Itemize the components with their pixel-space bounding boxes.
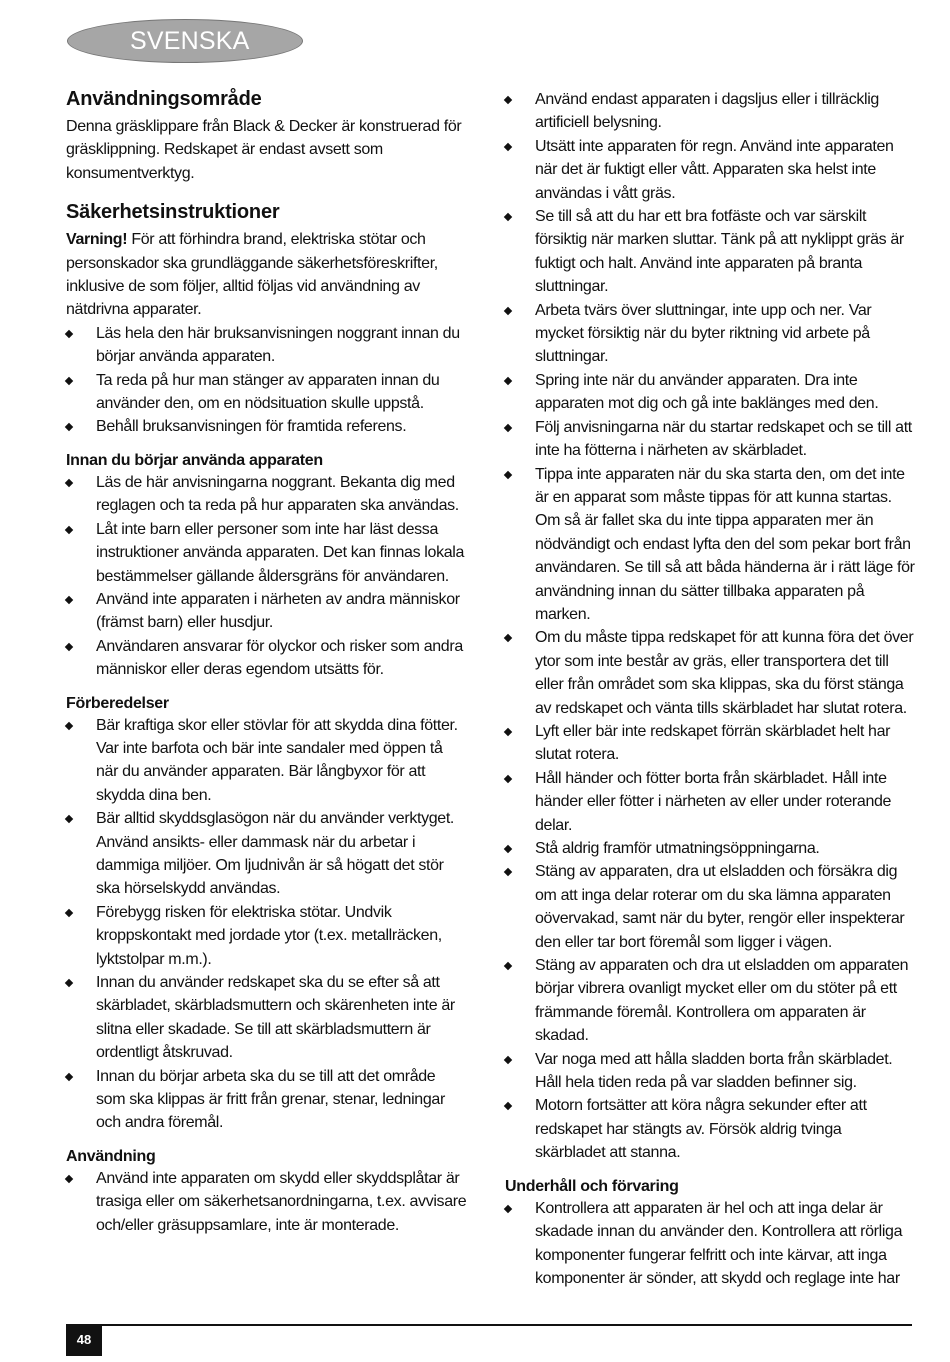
list-item: Håll händer och fötter borta från skärbladet. Håll inte händer eller fötter i närheten av eller under roterande delar.	[505, 767, 915, 837]
prep-list	[66, 714, 468, 1135]
left-column	[66, 88, 468, 1237]
bullet-icon	[504, 423, 512, 431]
warning-paragraph	[66, 228, 468, 322]
before-list	[66, 471, 468, 682]
bullet-icon	[65, 330, 73, 338]
list-item: Följ anvisningarna när du startar redskapet och se till att inte ha fötterna i närheten av skärbladet.	[505, 416, 915, 463]
prep-heading: Förberedelser	[66, 694, 169, 712]
list-item: Kontrollera att apparaten är hel och att inga delar är skadade innan du använder den. Kontrollera att rörliga komponenter fungerar felfritt och inte kärvar, att inga komponenter är sönder, att skydd och reglage inte har	[505, 1197, 915, 1291]
safety-list	[66, 322, 468, 439]
bullet-icon	[504, 1102, 512, 1110]
list-item: Använd inte apparaten i närheten av andra människor (främst barn) eller husdjur.	[66, 588, 468, 635]
usage-heading: Användningsområde	[66, 88, 262, 110]
list-item: Se till så att du har ett bra fotfäste och var särskilt försiktig när marken sluttar. Tänk på att nyklippt gräs är fuktigt och halt. Använd inte apparaten på branta sluttningar.	[505, 205, 915, 299]
list-item: Stäng av apparaten och dra ut elsladden om apparaten börjar vibrera ovanligt mycket eller om du stöter på ett främmande föremål. Kontrollera om apparaten är skadad.	[505, 954, 915, 1048]
bullet-icon	[65, 721, 73, 729]
list-item: Använd endast apparaten i dagsljus eller i tillräcklig artificiell belysning.	[505, 88, 915, 135]
bullet-icon	[65, 1175, 73, 1183]
bullet-icon	[504, 634, 512, 642]
list-item: Lyft eller bär inte redskapet förrän skärbladet helt har slutat rotera.	[505, 720, 915, 767]
bullet-icon	[504, 868, 512, 876]
bullet-icon	[504, 377, 512, 385]
list-item: Bär alltid skyddsglasögon när du använder verktyget. Använd ansikts- eller dammask när du arbetar i dammiga miljöer. Om ljudnivån är så högatt det stör ska hörselskydd användas.	[66, 807, 468, 901]
bullet-icon	[65, 479, 73, 487]
use-heading: Användning	[66, 1147, 156, 1165]
maintenance-list	[505, 1197, 915, 1291]
bullet-icon	[65, 642, 73, 650]
list-item: Spring inte när du använder apparaten. Dra inte apparaten mot dig och gå inte baklänges med den.	[505, 369, 915, 416]
list-item: Läs de här anvisningarna noggrant. Bekanta dig med reglagen och ta reda på hur apparaten ska användas.	[66, 471, 468, 518]
bullet-icon	[65, 376, 73, 384]
footer-rule	[66, 1324, 912, 1326]
safety-heading: Säkerhetsinstruktioner	[66, 201, 280, 224]
use-list-left	[66, 1167, 468, 1237]
bullet-icon	[504, 775, 512, 783]
bullet-icon	[504, 1204, 512, 1212]
bullet-icon	[504, 96, 512, 104]
language-label: SVENSKA	[130, 27, 250, 55]
bullet-icon	[65, 423, 73, 431]
right-column	[505, 88, 915, 1290]
before-heading: Innan du börjar använda apparaten	[66, 451, 323, 469]
list-item: Stäng av apparaten, dra ut elsladden och försäkra dig om att inga delar roterar om du ska lämna apparaten oövervakad, samt när du byter, rengör eller inspekterar den eller tar bort föremål som ligger i vägen.	[505, 860, 915, 954]
maintenance-heading: Underhåll och förvaring	[505, 1177, 679, 1195]
list-item: Stå aldrig framför utmatningsöppningarna.	[505, 837, 915, 860]
bullet-icon	[504, 728, 512, 736]
bullet-icon	[504, 213, 512, 221]
list-item: Läs hela den här bruksanvisningen noggrant innan du börjar använda apparaten.	[66, 322, 468, 369]
bullet-icon	[504, 470, 512, 478]
list-item: Förebygg risken för elektriska stötar. Undvik kroppskontakt med jordade ytor (t.ex. metallräcken, lyktstolpar m.m.).	[66, 901, 468, 971]
bullet-icon	[65, 979, 73, 987]
list-item: Motorn fortsätter att köra några sekunder efter att redskapet har stängts av. Försök aldrig tvinga skärbladet att stanna.	[505, 1094, 915, 1164]
page-number: 48	[66, 1324, 102, 1356]
usage-text: Denna gräsklippare från Black & Decker är konstruerad för gräsklippning. Redskapet är endast avsett som konsumentverktyg.	[66, 118, 462, 182]
list-item: Tippa inte apparaten när du ska starta den, om det inte är en apparat som måste tippas för att kunna startas. Om så är fallet ska du inte tippa apparaten mer än nödvändigt och endast lyfta den del som pekar bort från användaren. Se till så att båda händerna är i rätt läge för användning innan du sätter tillbaka apparaten på marken.	[505, 463, 915, 627]
list-item: Innan du använder redskapet ska du se efter så att skärbladet, skärbladsmuttern och skärenheten inte är slitna eller skadade. Se till att skärbladsmuttern är ordentligt åtskruvad.	[66, 971, 468, 1065]
list-item: Bär kraftiga skor eller stövlar för att skydda dina fötter. Var inte barfota och bär inte sandaler med öppen tå när du använder apparaten. Bär långbyxor för att skydda dina ben.	[66, 714, 468, 808]
list-item: Arbeta tvärs över sluttningar, inte upp och ner. Var mycket försiktig när du byter riktning vid arbete på sluttningar.	[505, 299, 915, 369]
bullet-icon	[65, 815, 73, 823]
bullet-icon	[65, 1072, 73, 1080]
use-list-right	[505, 88, 915, 1165]
bullet-icon	[65, 525, 73, 533]
bullet-icon	[65, 909, 73, 917]
bullet-icon	[504, 306, 512, 314]
bullet-icon	[504, 143, 512, 151]
list-item: Låt inte barn eller personer som inte har läst dessa instruktioner använda apparaten. Det kan finnas lokala bestämmelser gällande åldersgräns för användaren.	[66, 518, 468, 588]
warning-text: För att förhindra brand, elektriska stötar och personskador ska grundläggande säkerhetsföreskrifter, inklusive de som följer, alltid följas vid användning av nätdrivna apparater.	[66, 231, 438, 319]
list-item: Använd inte apparaten om skydd eller skyddsplåtar är trasiga eller om säkerhetsanordningarna, t.ex. avvisare och/eller gräsuppsamlare, inte är monterade.	[66, 1167, 468, 1237]
bullet-icon	[65, 596, 73, 604]
list-item: Om du måste tippa redskapet för att kunna föra det över ytor som inte består av gräs, eller transportera det till eller från området som ska klippas, ska du först stänga av redskapet och vänta tills skärbladet har slutat rotera.	[505, 626, 915, 720]
language-tab	[67, 19, 303, 63]
bullet-icon	[504, 962, 512, 970]
list-item: Behåll bruksanvisningen för framtida referens.	[66, 415, 468, 438]
warning-label: Varning!	[66, 231, 128, 249]
list-item: Användaren ansvarar för olyckor och risker som andra människor eller deras egendom utsätts för.	[66, 635, 468, 682]
list-item: Ta reda på hur man stänger av apparaten innan du använder den, om en nödsituation skulle uppstå.	[66, 369, 468, 416]
bullet-icon	[504, 1055, 512, 1063]
bullet-icon	[504, 845, 512, 853]
list-item: Innan du börjar arbeta ska du se till att det område som ska klippas är fritt från grenar, stenar, ledningar och andra föremål.	[66, 1065, 468, 1135]
list-item: Var noga med att hålla sladden borta från skärbladet. Håll hela tiden reda på var sladden befinner sig.	[505, 1048, 915, 1095]
list-item: Utsätt inte apparaten för regn. Använd inte apparaten när det är fuktigt eller vått. Apparaten ska helst inte användas i vått gräs.	[505, 135, 915, 205]
